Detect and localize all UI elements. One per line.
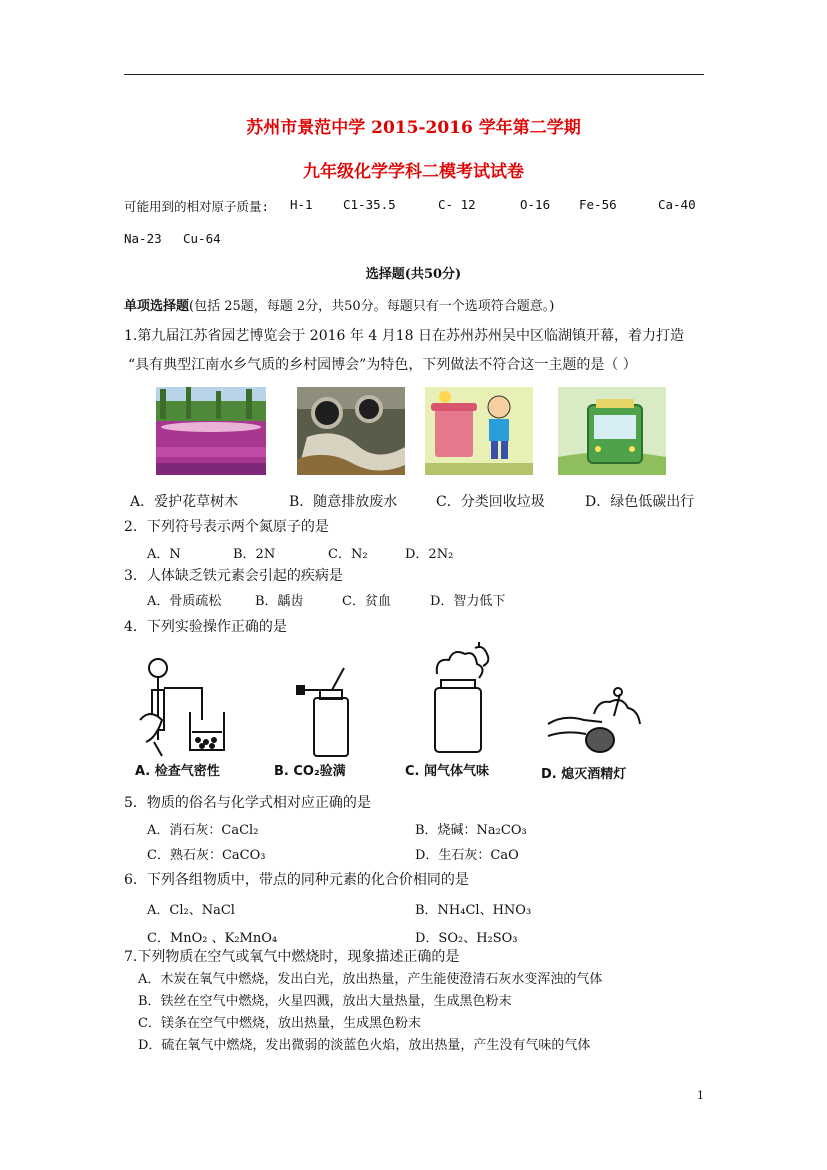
exam-title-line2: 九年级化学学科二模考试试卷 [303, 162, 524, 182]
q7-option-c: C．镁条在空气中燃烧，放出热量，生成黑色粉末 [138, 1016, 421, 1031]
atomic-mass-item: Fe-56 [579, 197, 617, 212]
extinguish-lamp-drawing [544, 680, 654, 758]
q6-option-b: B．NH₄Cl、HNO₃ [415, 903, 532, 918]
q5-option-a: A．消石灰：CaCl₂ [147, 823, 259, 838]
q3-option-a: A．骨质疏松 [147, 594, 222, 609]
airtightness-check-drawing [132, 650, 232, 758]
q6-option-d: D．SO₂、H₂SO₃ [415, 931, 518, 946]
atomic-mass-item: Ca-40 [658, 197, 696, 212]
atomic-mass-label: 可能用到的相对原子质量: [124, 199, 270, 214]
q6-option-a: A．Cl₂、NaCl [147, 903, 235, 918]
q4-caption-d: D. 熄灭酒精灯 [541, 767, 627, 782]
q7-stem: 7.下列物质在空气或氧气中燃烧时，现象描述正确的是 [124, 949, 460, 965]
smell-gas-drawing [427, 640, 497, 758]
atomic-mass-item: C- 12 [438, 197, 476, 212]
section-intro-rest: (包括 25题，每题 2分，共50分。每题只有一个选项符合题意。) [189, 299, 555, 314]
q6-stem: 6．下列各组物质中，带点的同种元素的化合价相同的是 [124, 872, 469, 888]
q7-option-b: B．铁丝在空气中燃烧，火星四溅，放出大量热量，生成黑色粉末 [138, 994, 512, 1009]
atomic-mass-item: Na-23 [124, 231, 162, 246]
q4-caption-c: C. 闻气体气味 [405, 764, 490, 779]
q1-stem-line2: “具有典型江南水乡气质的乡村园博会”为特色，下列做法不符合这一主题的是（ ） [128, 357, 637, 373]
section-intro-bold: 单项选择题 [124, 299, 190, 314]
q1-option-c: C．分类回收垃圾 [436, 494, 545, 510]
atomic-mass-item: Cu-64 [183, 231, 221, 246]
q1-option-d: D．绿色低碳出行 [585, 494, 695, 510]
q2-option-a: A．N [147, 547, 181, 562]
green-bus-image [558, 387, 666, 475]
header-rule [124, 74, 704, 75]
q5-stem: 5．物质的俗名与化学式相对应正确的是 [124, 795, 371, 811]
section-intro [124, 295, 554, 314]
q7-option-d: D．硫在氧气中燃烧，发出微弱的淡蓝色火焰，放出热量，产生没有气味的气体 [138, 1038, 591, 1053]
q3-option-c: C．贫血 [342, 594, 391, 609]
garbage-sorting-image [425, 387, 533, 475]
q6-option-c: C．MnO₂ 、K₂MnO₄ [147, 931, 278, 946]
q2-stem: 2．下列符号表示两个氮原子的是 [124, 519, 329, 535]
page-number: 1 [697, 1089, 704, 1102]
q4-stem: 4．下列实验操作正确的是 [124, 619, 287, 635]
q5-option-d: D．生石灰：CaO [415, 848, 519, 863]
q2-option-d: D．2N₂ [405, 547, 454, 562]
q1-option-a: A．爱护花草树木 [130, 494, 239, 510]
q5-option-c: C．熟石灰：CaCO₃ [147, 848, 266, 863]
atomic-mass-item: O-16 [520, 197, 551, 212]
q2-option-b: B．2N [233, 547, 276, 562]
wastewater-image [297, 387, 405, 475]
q1-option-b: B．随意排放废水 [289, 494, 398, 510]
q3-option-d: D．智力低下 [430, 594, 506, 609]
exam-title-line1: 苏州市景范中学 2015-2016 学年第二学期 [246, 118, 581, 138]
q2-option-c: C．N₂ [328, 547, 368, 562]
q3-stem: 3．人体缺乏铁元素会引起的疾病是 [124, 568, 343, 584]
q7-option-a: A．木炭在氧气中燃烧，发出白光，放出热量，产生能使澄清石灰水变浑浊的气体 [138, 972, 603, 987]
co2-test-drawing [296, 662, 356, 758]
q5-option-b: B．烧碱：Na₂CO₃ [415, 823, 527, 838]
atomic-mass-item: H-1 [290, 197, 313, 212]
section-title: 选择题(共50分) [365, 267, 462, 282]
q1-stem-line1: 1.第九届江苏省园艺博览会于 2016 年 4 月18 日在苏州苏州吴中区临湖镇开幕，着力打造 [124, 328, 684, 344]
q4-caption-a: A. 检查气密性 [135, 764, 220, 779]
flower-garden-image [156, 387, 266, 475]
q4-caption-b: B. CO₂验满 [274, 764, 346, 779]
q3-option-b: B．龋齿 [255, 594, 304, 609]
atomic-mass-item: C1-35.5 [343, 197, 396, 212]
